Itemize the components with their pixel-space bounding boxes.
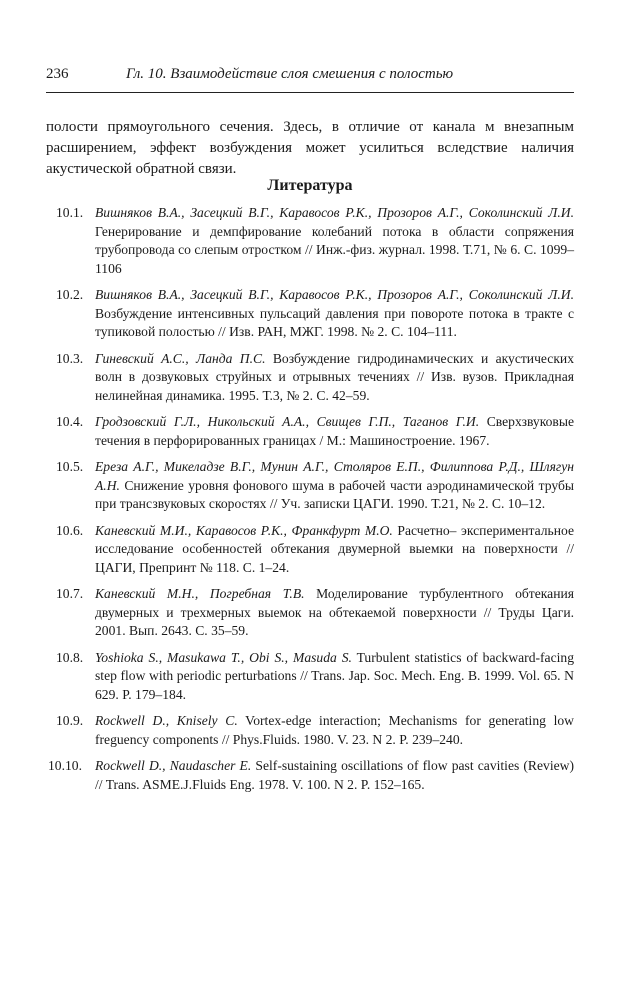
running-head: Гл. 10. Взаимодействие слоя смешения с полостью <box>126 66 454 82</box>
reference-number: 10.6. <box>56 522 84 538</box>
reference-number: 10.2. <box>56 287 84 302</box>
reference-number: 10.3. <box>56 350 84 366</box>
reference-item <box>46 204 574 278</box>
reference-number: 10.1. <box>56 205 84 220</box>
page-header <box>46 66 574 88</box>
reference-authors: Гродзовский Г.Л., Никольский А.А., Свищев Г.П., Таганов Г.И. <box>95 414 480 429</box>
reference-text: Генерирование и демпфирование колебаний потока в области сопряжения трубопровода со слепым отростком // Инж.-физ. журнал. 1998. Т.71, № 6. С. 1099–1106 <box>95 223 574 276</box>
reference-authors: Гиневский А.С., Ланда П.С. <box>95 350 266 366</box>
intro-paragraph: полости прямоугольного сечения. Здесь, в отличие от канала м внезапным расширением, эффект возбуждения может усилиться вследствие наличия акустической обратной связи. <box>46 119 574 177</box>
reference-item <box>46 286 574 342</box>
reference-text: Моделирование турбулентного обтекания двумерных и трехмерных выемок на обтекаемой поверхности // Труды Цаги. 2001. Вып. 2643. С. 35–59. <box>95 586 574 638</box>
reference-item <box>46 413 574 450</box>
reference-number: 10.5. <box>56 459 84 474</box>
reference-number: 10.4. <box>56 414 84 429</box>
reference-authors: Каневский М.И., Каравосов Р.К., Франкфурт М.О. <box>95 522 393 538</box>
reference-authors: Rockwell D., Naudascher E. <box>95 758 252 773</box>
reference-number: 10.8. <box>56 649 84 665</box>
reference-text: Сверхзвуковые течения в перфорированных границах / М.: Машиностроение. 1967. <box>95 414 574 448</box>
reference-item <box>46 350 574 406</box>
reference-text: Снижение уровня фонового шума в рабочей части аэродинамической трубы при трансзвуковых скоростях // Уч. записки ЦАГИ. 1990. Т.21, № 2. С. 10–12. <box>95 477 574 511</box>
reference-item <box>46 458 574 514</box>
page-number: 236 <box>46 66 69 82</box>
reference-number: 10.10. <box>48 758 82 773</box>
reference-text: Расчетно– экспериментальное исследование особенностей обтекания двумерной выемки на поверхности // ЦАГИ, Препринт № 118. С. 1–24. <box>95 522 574 575</box>
reference-authors: Rockwell D., Knisely C. <box>95 713 238 728</box>
reference-authors: Вишняков В.А., Засецкий В.Г., Каравосов Р.К., Прозоров А.Г., Соколинский Л.И. <box>95 205 574 220</box>
reference-item <box>46 757 574 794</box>
reference-text: Возбуждение гидродинамических и акустических волн в дозвуковых струйных и отрывных течениях // Изв. вузов. Прикладная нелинейная динамика. 1995. Т.3, № 2. С. 42–59. <box>95 350 574 403</box>
reference-authors: Вишняков В.А., Засецкий В.Г., Каравосов Р.К., Прозоров А.Г., Соколинский Л.И. <box>95 287 574 302</box>
reference-authors: Yoshioka S., Masukawa T., Obi S., Masuda S. <box>95 649 352 665</box>
reference-text: Turbulent statistics of backward-facing step flow with periodic perturbations // Trans. Jap. Soc. Mech. Eng. B. 1999. Vol. 65. N 629. P. 179–184. <box>95 649 574 702</box>
section-title: Литература <box>267 177 353 194</box>
reference-item <box>46 585 574 641</box>
reference-list <box>46 204 574 802</box>
reference-number: 10.9. <box>56 713 84 728</box>
reference-item <box>46 649 574 705</box>
reference-authors: Ереза А.Г., Микеладзе В.Г., Мунин А.Г., Столяров Е.П., Филиппова Р.Д., Шлягун А.Н. <box>95 459 574 493</box>
reference-text: Self-sustaining oscillations of flow past cavities (Review) // Trans. ASME.J.Fluids Eng. 1978. V. 100. N 2. P. 152–165. <box>95 758 574 792</box>
reference-text: Возбуждение интенсивных пульсаций давления при повороте потока в тракте с тупиковой полостью // Изв. РАН, МЖГ. 1998. № 2. С. 104–111. <box>95 305 574 339</box>
reference-number: 10.7. <box>56 586 84 601</box>
reference-authors: Каневский М.Н., Погребная Т.В. <box>95 586 305 601</box>
reference-item <box>46 712 574 749</box>
reference-item <box>46 522 574 578</box>
header-rule <box>46 92 574 93</box>
reference-text: Vortex-edge interaction; Mechanisms for generating low freguency components // Phys.Fluids. 1980. V. 23. N 2. P. 239–240. <box>95 713 574 747</box>
